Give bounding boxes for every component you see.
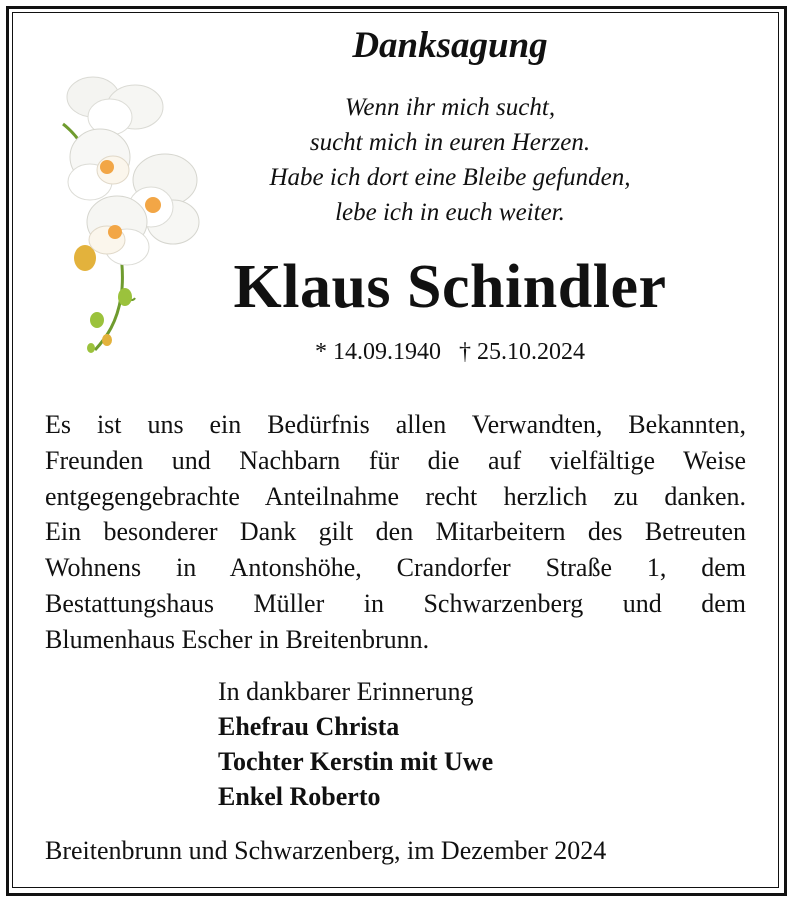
signer-name: Ehefrau Christa xyxy=(218,712,400,741)
signature-intro: In dankbarer Erinnerung xyxy=(218,677,474,706)
place-and-date: Breitenbrunn und Schwarzenberg, im Dezember 2024 xyxy=(45,836,607,865)
life-dates xyxy=(230,339,670,366)
poem-line: lebe ich in euch weiter. xyxy=(335,199,565,226)
poem-line: Wenn ihr mich sucht, xyxy=(344,94,556,121)
body-line: Es ist uns ein Bedürfnis allen Verwandten, Bekannten, xyxy=(45,410,746,439)
body-line: Ein besonderer Dank gilt den Mitarbeitern des Betreuten xyxy=(45,517,746,547)
signature-block xyxy=(218,674,493,814)
body-line: Wohnens in Antonshöhe, Crandorfer Straße 1, dem xyxy=(45,553,746,583)
birth-date: * 14.09.1940 xyxy=(315,339,441,365)
deceased-name: Klaus Schindler xyxy=(233,253,667,321)
body-line: Freunden und Nachbarn für die auf vielfältige Weise xyxy=(45,445,746,475)
body-line: entgegengebrachte Anteilnahme recht herzlich zu danken. xyxy=(45,481,746,511)
death-date: † 25.10.2024 xyxy=(459,339,585,365)
body-line: Blumenhaus Escher in Breitenbrunn. xyxy=(45,624,430,654)
heading-danksagung: Danksagung xyxy=(352,25,548,66)
thank-you-text xyxy=(45,407,746,658)
poem xyxy=(205,90,695,230)
body-line: Bestattungshaus Müller in Schwarzenberg und dem xyxy=(45,588,746,618)
signer-name: Tochter Kerstin mit Uwe xyxy=(218,747,494,776)
poem-line: sucht mich in euren Herzen. xyxy=(309,129,591,156)
signer-name: Enkel Roberto xyxy=(218,782,381,811)
poem-line: Habe ich dort eine Bleibe gefunden, xyxy=(269,164,631,191)
